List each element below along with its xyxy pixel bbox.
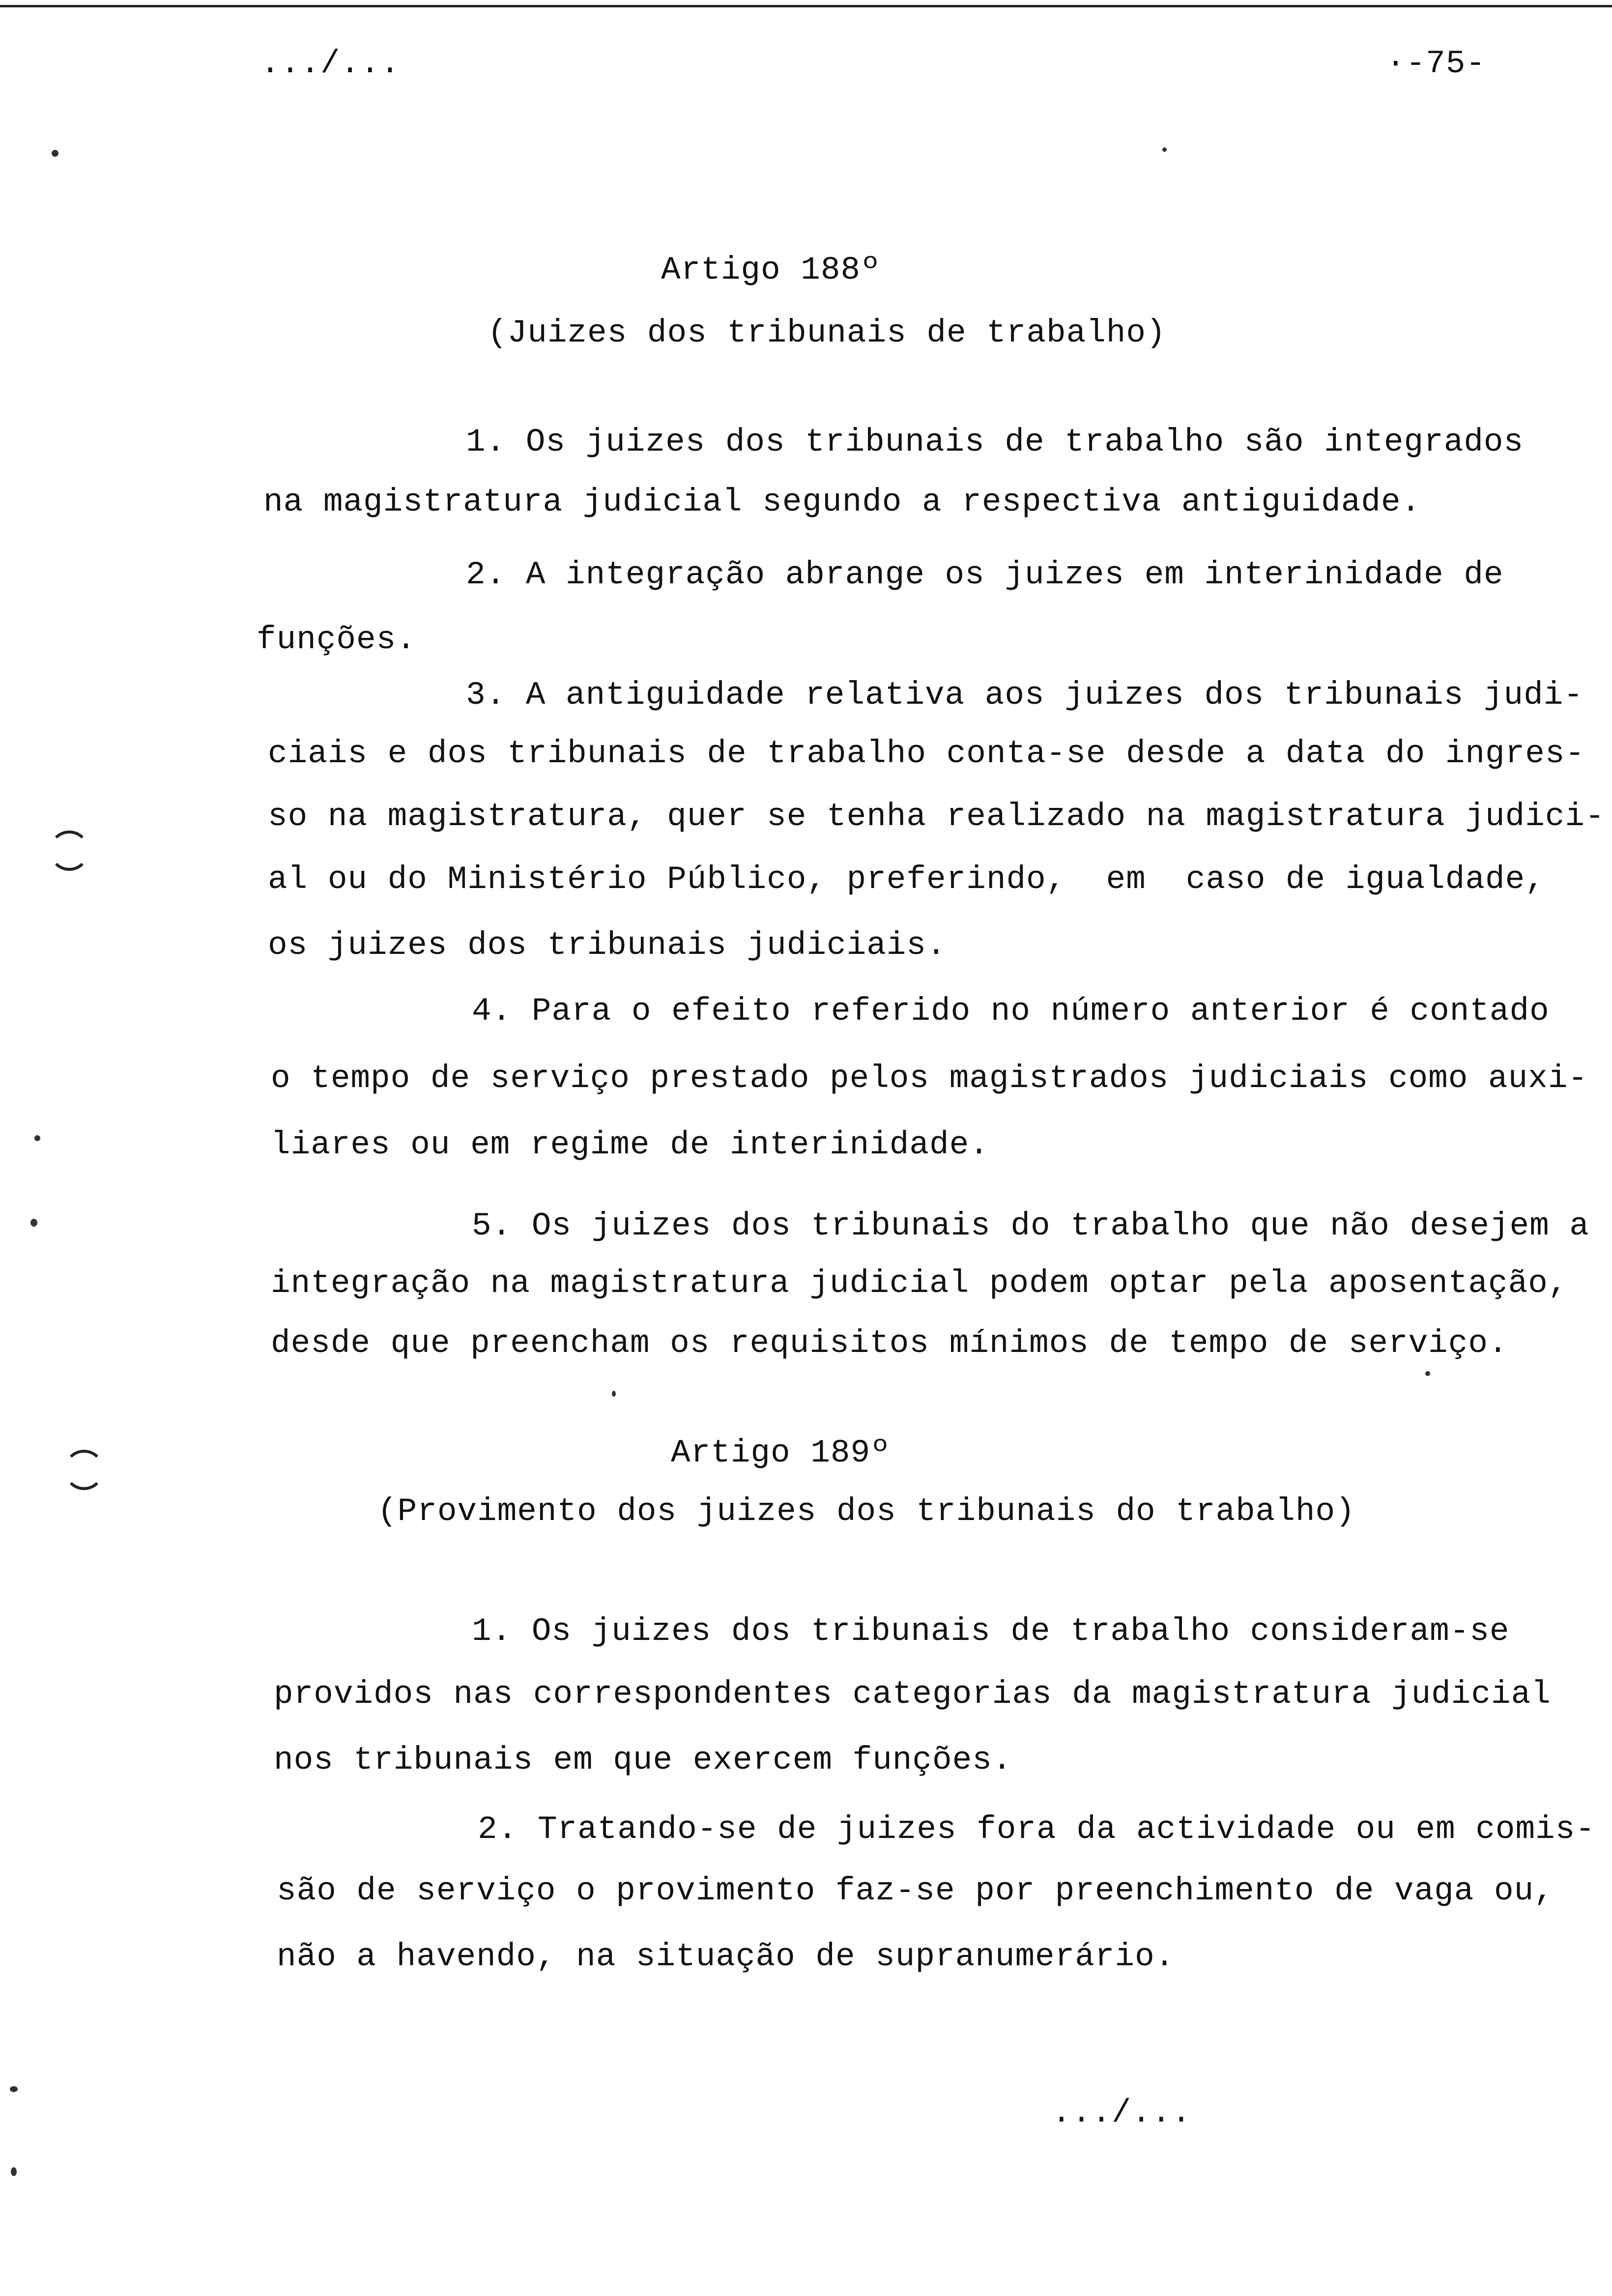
text-line: 2. A integração abrange os juizes em interinidade de (466, 556, 1504, 593)
scan-speck (10, 2086, 18, 2092)
article-189-title: Artigo 189º (671, 1435, 891, 1471)
article-189-subtitle: (Provimento dos juizes dos tribunais do trabalho) (377, 1493, 1355, 1530)
punch-hole-mark (64, 1450, 104, 1490)
scan-speck (1162, 147, 1167, 152)
text-line: são de serviço o provimento faz-se por preenchimento de vaga ou, (277, 1872, 1554, 1909)
text-line: os juizes dos tribunais judiciais. (268, 927, 947, 964)
article-188-subtitle: (Juizes dos tribunais de trabalho) (488, 315, 1166, 351)
text-line: na magistratura judicial segundo a respectiva antiguidade. (263, 484, 1421, 520)
text-line: 1. Os juizes dos tribunais de trabalho consideram-se (472, 1613, 1510, 1650)
page-number: ·-75- (1386, 45, 1486, 82)
article-188-title: Artigo 188º (661, 252, 881, 288)
continued-marker-top: .../... (260, 45, 401, 82)
text-line: 3. A antiguidade relativa aos juizes dos tribunais judi- (466, 677, 1583, 714)
scan-speck (30, 1219, 37, 1227)
text-line: al ou do Ministério Público, preferindo, em caso de igualdade, (268, 861, 1545, 898)
text-line: nos tribunais em que exercem funções. (274, 1742, 1012, 1779)
text-line: desde que preencham os requisitos mínimos de tempo de serviço. (271, 1325, 1508, 1362)
text-line: integração na magistratura judicial podem optar pela aposentação, (271, 1265, 1568, 1302)
text-line: 5. Os juizes dos tribunais do trabalho que não desejem a (472, 1207, 1589, 1244)
text-line: 1. Os juizes dos tribunais de trabalho são integrados (466, 424, 1524, 460)
text-line: não a havendo, na situação de supranumerário. (277, 1938, 1175, 1975)
text-line: liares ou em regime de interinidade. (271, 1126, 989, 1163)
text-line: funções. (257, 621, 416, 658)
scan-speck (34, 1135, 40, 1141)
scan-speck (612, 1391, 616, 1397)
punch-hole-mark (49, 831, 89, 871)
scan-top-border (0, 5, 1612, 7)
text-line: providos nas correspondentes categorias da magistratura judicial (274, 1676, 1551, 1713)
scan-speck (52, 150, 58, 157)
text-line: o tempo de serviço prestado pelos magistrados judiciais como auxi- (271, 1060, 1588, 1097)
text-line: 2. Tratando-se de juizes fora da actividade ou em comis- (478, 1811, 1595, 1848)
continued-marker-bottom: .../... (1052, 2095, 1192, 2131)
text-line: ciais e dos tribunais de trabalho conta-se desde a data do ingres- (268, 735, 1585, 772)
scan-speck (11, 2167, 17, 2176)
text-line: so na magistratura, quer se tenha realizado na magistratura judici- (268, 798, 1605, 835)
scan-speck (1425, 1371, 1430, 1376)
text-line: 4. Para o efeito referido no número anterior é contado (472, 993, 1550, 1030)
